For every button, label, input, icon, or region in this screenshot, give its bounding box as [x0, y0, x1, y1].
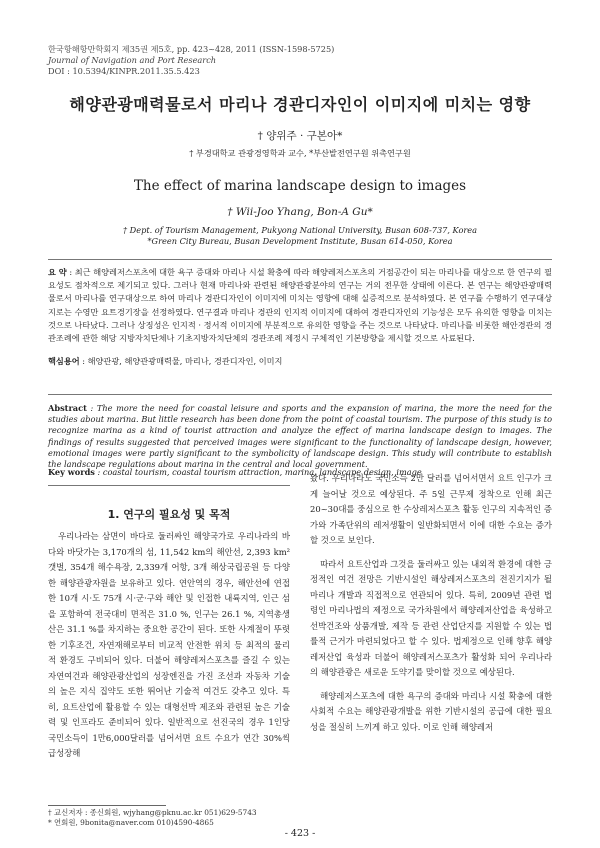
section-heading: 1. 연구의 필요성 및 목적: [107, 508, 231, 521]
journal-header: [48, 44, 334, 77]
korean-authors: † 양위주 · 구본아*: [257, 130, 343, 142]
korean-keywords: [48, 355, 552, 368]
journal-citation: 한국항해항만학회지 제35권 제5호, pp. 423~428, 2011 (ISSN-1598-5725): [48, 44, 335, 54]
page-number: - 423 -: [284, 828, 316, 839]
english-keywords-label: Key words: [48, 467, 95, 477]
footnote-corresponding-author: † 교신저자 : 종신회원, wjyhang@pknu.ac.kr 051)629-5743: [48, 808, 257, 817]
divider-middle: [48, 394, 552, 395]
doi: DOI : 10.5394/KINPR.2011.35.5.423: [48, 66, 200, 76]
english-authors: † Wii-Joo Yhang, Bon-A Gu*: [227, 206, 373, 218]
body-column-right: [310, 471, 552, 735]
body-paragraph: 왔다. 우리나라도 국민소득 2만 달러를 넘어서면서 요트 인구가 크게 늘어날 것으로 예상된다. 주 5일 근무제 정착으로 인해 최근 20~30대를 중심으로 한 수상레저스포츠 활동 인구의 지속적인 증가와 가족단위의 레저생활이 일반화되면서 이에 대한 수요는 증가할 것으로 보인다.: [310, 473, 552, 545]
journal-name: Journal of Navigation and Port Research: [48, 55, 217, 65]
footnote-co-author: * 연회원, 9bonita@naver.com 010)4590-4865: [48, 818, 214, 827]
korean-abstract-text: : 최근 해양레저스포츠에 대한 욕구 증대와 마리나 시설 확충에 따라 해양레저스포츠의 거점공간이 되는 마리나를 대상으로 한 연구의 필요성도 점차적으로 제기되고 있다. 그러나 현재 마리나와 관련된 해양관광분야의 연구는 거의 전무한 상태에 이른다. 본 연구는 해양관광매력물로서 마리나를 연구대상으로 하여 마리나 경관디자인이 이미지에 미치는 영향에 대해 실증적으로 분석하였다. 본 연구를 수행하기 연구대상지로는 수영만 요트경기장을 선정하였다. 연구결과 마리나 경관의 인지적 이미지에 대하여 경관디자인의 기능성은 모두 유의한 영향을 미치는 것으로 나타났다. 그러나 상징성은 인지적 · 정서적 이미지에 부분적으로 유의한 영향을 주는 것으로 나타났다. 마리나를 비롯한 해안경관의 경관조례에 관한 해당 지방자치단체나 기초지방자치단체의 경관조례 제정시 구체적인 기본방향을 제시할 것으로 사료된다.: [48, 267, 553, 344]
footnotes: [48, 808, 257, 828]
korean-affiliation: † 부경대학교 관광경영학과 교수, *부산발전연구원 위촉연구원: [189, 148, 411, 158]
english-title: The effect of marina landscape design to images: [133, 178, 467, 194]
english-abstract-text: : The more the need for coastal leisure and sports and the expansion of marina, the more the need for the studies about marina. But little research has been done from the point of coastal tourism. The purpose of this study is to recognize marina as a kind of tourist attraction and analyze the effect of marina landscape design to images. The findings of results suggested that perceived images were significant to the functionality of landscape design, however, emotional images were partly significant to the symbolicity of landscape design. This study will contribute to establish the landscape regulations about marina in the central and local government.: [48, 403, 552, 470]
body-column-left: [48, 529, 290, 762]
divider-top: [48, 259, 552, 260]
body-paragraph: 우리나라는 삼면이 바다로 둘러싸인 해양국가로 우리나라의 바다와 바닷가는 3,170개의 섬, 11,542 km의 해안선, 2,393 km² 갯벌, 354개 해수욕장, 2,339개 어항, 3개 해상국립공원 등 다양한 해양관광자원을 보유하고 있다. 연안역의 경우, 해안선에 연접한 10개 시·도 75개 시·군·구와 해안 및 인접한 내륙지역, 인근 섬을 포함하여 전국대비 면적은 31.0 %, 인구는 26.1 %, 지역총생산은 31.1 %를 차지하는 중요한 공간이 된다. 또한 사계절이 뚜렷한 기후조건, 자연재해로부터 비교적 안전한 위치 등 최적의 물리적 환경도 구비되어 있다. 더불어 해양레저스포츠를 즐길 수 있는 자연여건과 해양관광산업의 성장엔진을 가진 조선과 자동차 기술의 높은 지식 집약도 또한 뛰어난 기술적 여건도 갖추고 있다. 특히, 요트산업에 활용할 수 있는 대형선박 제조와 관련된 높은 기술력 및 인프라도 준비되어 있다. 일반적으로 선진국의 경우 1인당 국민소득이 1만6,000달러를 넘어서면 요트 수요가 연간 30%씩 급성장해: [48, 531, 290, 758]
body-paragraph: 따라서 요트산업과 그것을 둘러싸고 있는 내외적 환경에 대한 긍정적인 여건 전망은 기반시설인 해상레저스포츠의 전진기지가 될 마리나 개발과 직접적으로 연관되어 있다. 특히, 2009년 관련 법령인 마리나법의 제정으로 국가차원에서 해양레저산업을 육성하고 선박건조와 상품개발, 제작 등 관련 산업단지를 지원할 수 있는 법률적 근거가 마련되었다고 할 수 있다. 법제정으로 인해 향후 해양레저산업 육성과 더불어 해양레저스포츠가 활성화 되어 우리나라의 해양관광은 새로운 도약기를 맞이할 것으로 예상된다.: [310, 558, 552, 677]
english-abstract-label: Abstract: [48, 403, 87, 413]
korean-keywords-label: 핵심용어: [48, 356, 80, 366]
divider-bottom: [48, 485, 290, 486]
korean-title: 해양관광매력물로서 마리나 경관디자인이 이미지에 미치는 영향: [69, 95, 531, 114]
english-keywords-text: : coastal tourism, coastal tourism attraction, marina, landscape design, image: [94, 467, 422, 477]
body-paragraph: 해양레저스포츠에 대한 욕구의 증대와 마리나 시설 확충에 대한 사회적 수요는 해양관광개발을 위한 기반시설의 공급에 대한 필요성을 절실히 느끼게 하고 있다. 이로 인해 해양레저: [310, 690, 552, 732]
korean-abstract: [48, 266, 552, 345]
footnote-divider: [48, 805, 166, 806]
korean-abstract-label: 요 약: [48, 267, 67, 277]
affiliation-line-2: *Green City Bureau, Busan Development Institute, Busan 614-050, Korea: [147, 236, 453, 246]
english-affiliation: [0, 225, 600, 247]
affiliation-line-1: † Dept. of Tourism Management, Pukyong National University, Busan 608-737, Korea: [122, 225, 478, 235]
english-abstract: [48, 403, 552, 470]
korean-keywords-text: : 해양관광, 해양관광매력물, 마리나, 경관디자인, 이미지: [79, 356, 283, 366]
